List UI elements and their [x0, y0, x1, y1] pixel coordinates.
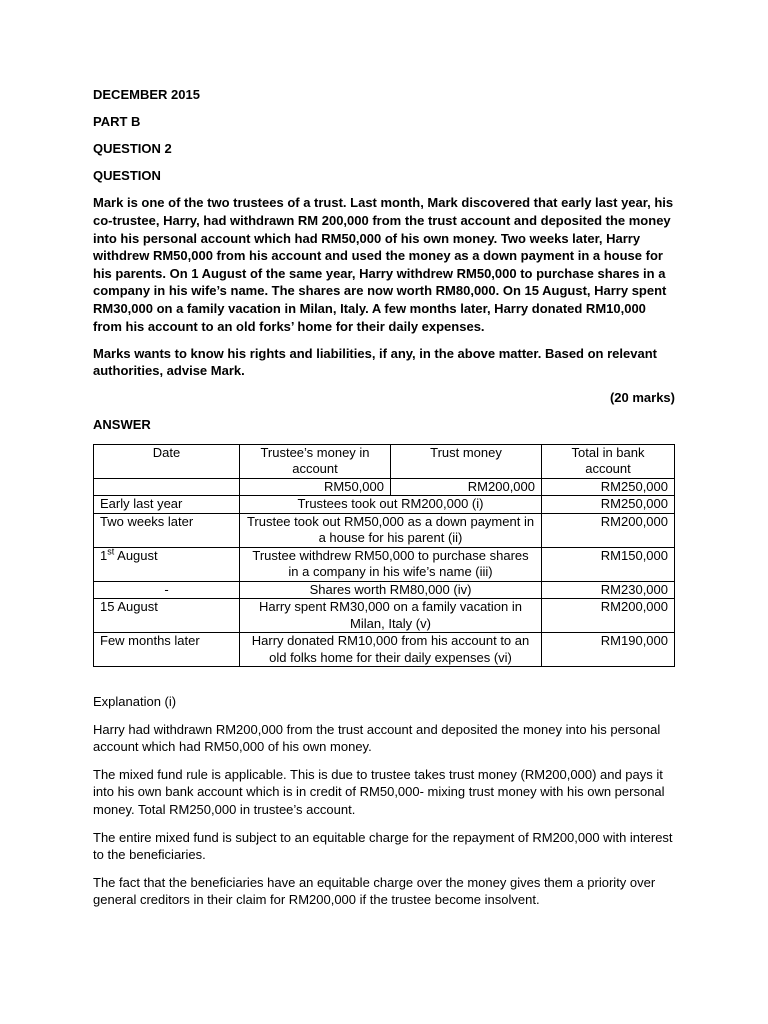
table-row: [94, 581, 675, 599]
row-date: [94, 547, 240, 581]
opening-total: RM250,000: [542, 478, 675, 496]
document-content: [93, 86, 675, 919]
explanation-paragraph: Harry had withdrawn RM200,000 from the trust account and deposited the money into his personal account which had RM50,000 of his own money.: [93, 721, 661, 755]
header-trust-money: Trust money: [391, 444, 542, 478]
exam-session: DECEMBER 2015: [93, 87, 200, 102]
table-row: [94, 633, 675, 667]
question-marks: (20 marks): [609, 390, 675, 406]
table-row: [94, 496, 675, 514]
header-date: Date: [94, 444, 240, 478]
question-paragraph-1: Mark is one of the two trustees of a trust. Last month, Mark discovered that early last year, his co-trustee, Harry, had withdrawn RM 200,000 from the trust account and deposited the money into his personal account which had RM50,000 of his own money. Two weeks later, Harry withdrew RM50,000 from his account and used the money as a down payment in a house for his parents. On 1 August of the same year, Harry withdrew RM50,000 to purchase shares in a company in his wife’s name. The shares are now worth RM80,000. On 15 August, Harry spent RM30,000 on a family vacation in Milan, Italy. A few months later, Harry donated RM10,000 from his account to an old forks’ home for their daily expenses.: [93, 195, 674, 334]
row-date: Two weeks later: [94, 513, 240, 547]
row-total: RM250,000: [542, 496, 675, 514]
row-event: Harry spent RM30,000 on a family vacation in Milan, Italy (v): [240, 599, 542, 633]
table-row: [94, 513, 675, 547]
row-total: RM190,000: [542, 633, 675, 667]
explanation-paragraph: The entire mixed fund is subject to an equitable charge for the repayment of RM200,000 with interest to the beneficiaries.: [93, 829, 673, 863]
table-row: [94, 599, 675, 633]
date-ordinal-suffix: st: [107, 546, 115, 557]
row-event: Trustees took out RM200,000 (i): [240, 496, 542, 514]
table-row-opening: [94, 478, 675, 496]
row-total: RM200,000: [542, 599, 675, 633]
explanation-paragraph: The fact that the beneficiaries have an equitable charge over the money gives them a priority over general creditors in their claim for RM200,000 if the trustee become insolvent.: [93, 874, 656, 908]
table-row: [94, 547, 675, 581]
row-date: 15 August: [94, 599, 240, 633]
row-total: RM200,000: [542, 513, 675, 547]
opening-trust-money: RM200,000: [391, 478, 542, 496]
question-paragraph-2: Marks wants to know his rights and liabilities, if any, in the above matter. Based on relevant authorities, advise Mark.: [93, 345, 657, 379]
date-month: August: [114, 547, 158, 563]
header-trustee-money: Trustee’s money in account: [240, 444, 391, 478]
row-total: RM150,000: [542, 547, 675, 581]
row-date: Early last year: [94, 496, 240, 514]
explanation-section: [93, 693, 675, 909]
row-total: RM230,000: [542, 581, 675, 599]
row-event: Harry donated RM10,000 from his account to an old folks home for their daily expenses (vi): [240, 633, 542, 667]
explanation-title: Explanation (i): [93, 694, 177, 709]
row-event: Trustee took out RM50,000 as a down payment in a house for his parent (ii): [240, 513, 542, 547]
row-event: Shares worth RM80,000 (iv): [240, 581, 542, 599]
answer-label: ANSWER: [93, 417, 151, 433]
table-header-row: [94, 444, 675, 478]
explanation-paragraph: The mixed fund rule is applicable. This is due to trustee takes trust money (RM200,000) and pays it into his own bank account which is in credit of RM50,000- mixing trust money with his own personal money. Total RM250,000 in trustee’s account.: [93, 766, 665, 817]
question-number: QUESTION 2: [93, 141, 172, 157]
question-label: QUESTION: [93, 168, 161, 184]
date-day: 1: [100, 547, 108, 563]
opening-trustee-money: RM50,000: [240, 478, 391, 496]
exam-part: PART B: [93, 114, 141, 130]
row-date: Few months later: [94, 633, 240, 667]
row-event: Trustee withdrew RM50,000 to purchase shares in a company in his wife’s name (iii): [240, 547, 542, 581]
header-total: Total in bank account: [542, 444, 675, 478]
opening-date-cell: [94, 478, 240, 496]
row-date: -: [94, 581, 240, 599]
trust-ledger-table: [93, 444, 675, 668]
